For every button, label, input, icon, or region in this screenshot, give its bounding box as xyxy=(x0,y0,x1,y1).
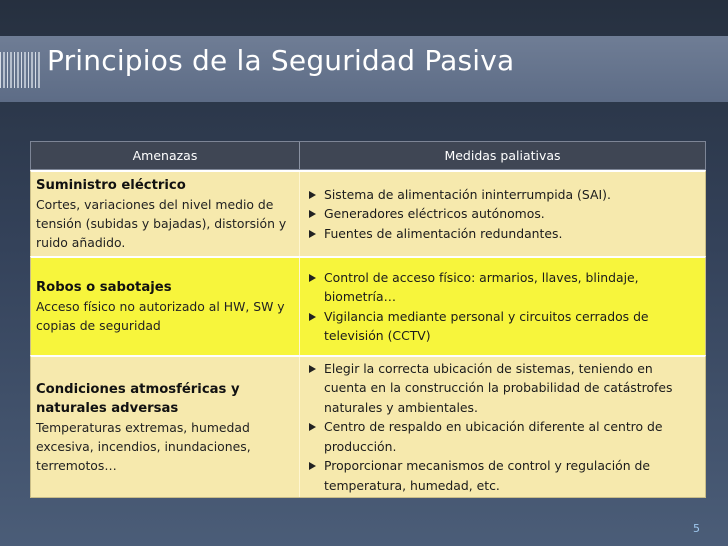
threat-title: Robos o sabotajes xyxy=(36,280,172,295)
measure-item: Control de acceso físico: armarios, llaves, blindaje, biometría… xyxy=(306,268,697,307)
measure-item: Vigilancia mediante personal y circuitos cerrados de televisión (CCTV) xyxy=(306,307,697,346)
threat-title: Suministro eléctrico xyxy=(36,178,186,193)
header-threats: Amenazas xyxy=(31,142,300,169)
measure-item: Sistema de alimentación ininterrumpida (SAI). xyxy=(306,185,697,205)
header-measures: Medidas paliativas xyxy=(444,148,561,163)
table-row xyxy=(30,256,706,355)
decorative-stripes-icon xyxy=(0,52,40,88)
table-row xyxy=(30,355,706,498)
threat-description: Acceso físico no autorizado al HW, SW y copias de seguridad xyxy=(36,299,285,333)
measure-item: Fuentes de alimentación redundantes. xyxy=(306,224,697,244)
measure-item: Proporcionar mecanismos de control y regulación de temperatura, humedad, etc. xyxy=(306,456,697,495)
table-row xyxy=(30,170,706,256)
measures-cell xyxy=(300,172,705,256)
threat-cell xyxy=(31,258,300,355)
measure-item: Generadores eléctricos autónomos. xyxy=(306,204,697,224)
measure-item: Centro de respaldo en ubicación diferente al centro de producción. xyxy=(306,417,697,456)
page-number: 5 xyxy=(693,522,700,535)
threat-cell xyxy=(31,172,300,256)
threat-description: Temperaturas extremas, humedad excesiva, incendios, inundaciones, terremotos… xyxy=(36,419,251,473)
threat-title: Condiciones atmosféricas y naturales adversas xyxy=(36,381,240,416)
measures-cell xyxy=(300,258,705,355)
threat-cell xyxy=(31,357,300,497)
slide-title: Principios de la Seguridad Pasiva xyxy=(47,44,515,77)
measures-cell xyxy=(300,357,705,497)
threat-description: Cortes, variaciones del nivel medio de tensión (subidas y bajadas), distorsión y ruido añadido. xyxy=(36,197,287,250)
measure-item: Elegir la correcta ubicación de sistemas, teniendo en cuenta en la construcción la probabilidad de catástrofes naturales y ambientales. xyxy=(306,359,697,418)
table-header xyxy=(30,141,706,170)
threats-table xyxy=(30,141,706,498)
